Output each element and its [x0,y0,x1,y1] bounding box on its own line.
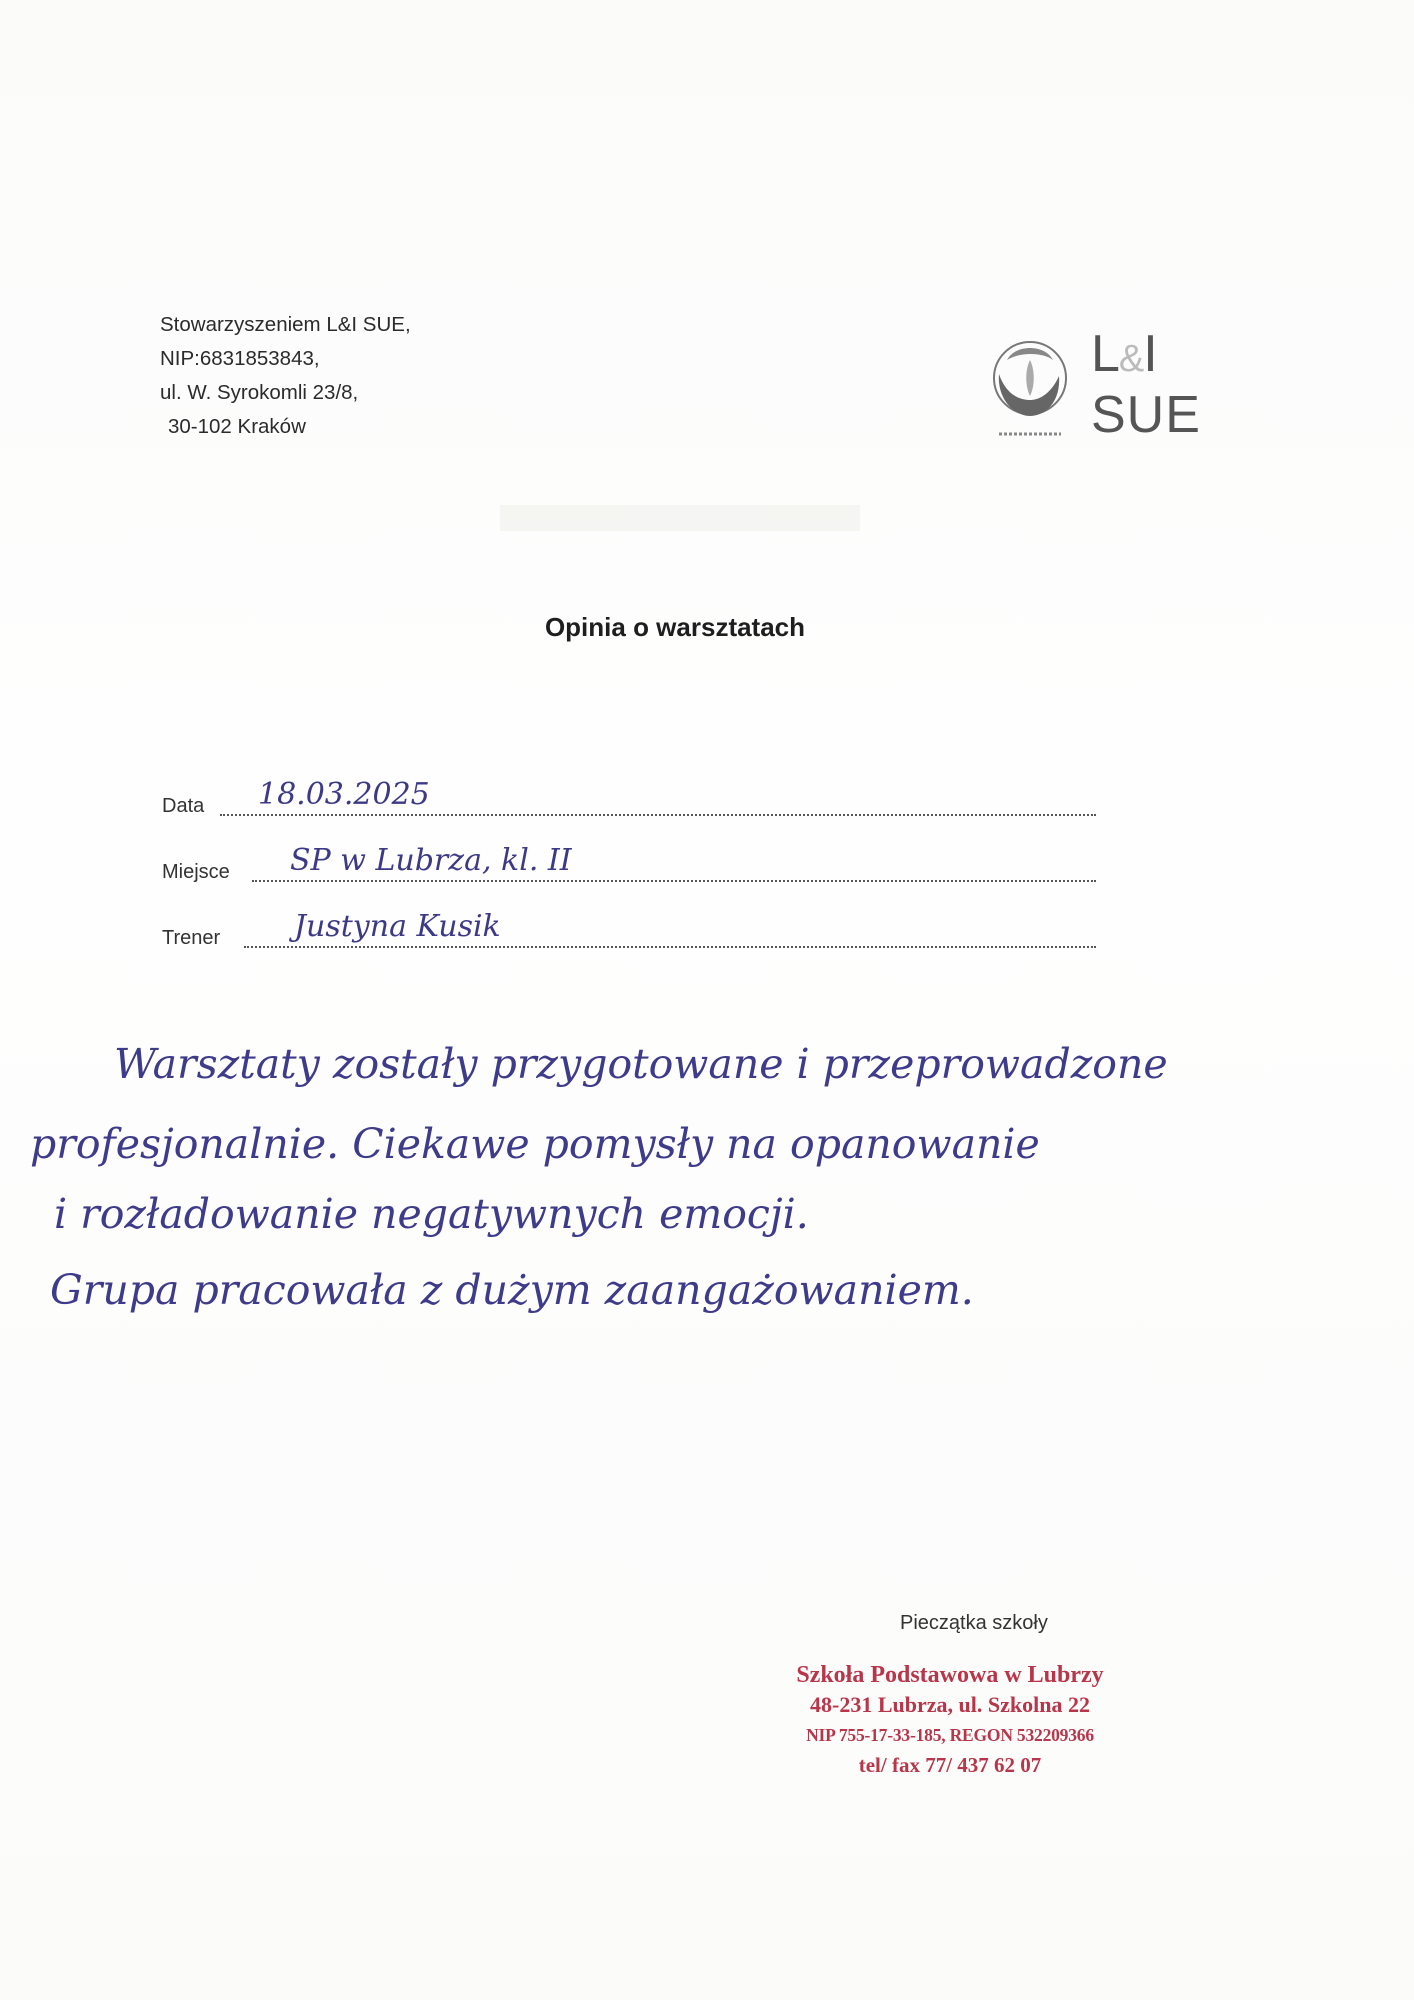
opinion-line-3: i rozładowanie negatywnych emocji. [54,1190,809,1238]
trainer-label: Trener [162,927,221,949]
logo-letter-i: I [1143,325,1159,383]
date-value: 18.03.2025 [258,777,430,812]
organization-address [160,308,411,444]
stamp-label: Pieczątka szkoły [900,1612,1048,1634]
opinion-line-4: Grupa pracowała z dużym zaangażowaniem. [50,1266,974,1314]
trainer-field [162,909,1096,952]
stamp-address: 48-231 Lubrza, ul. Szkolna 22 [810,1692,1090,1717]
opinion-line-1: Warsztaty zostały przygotowane i przeprowadzone [114,1040,1168,1088]
place-value: SP w Lubrza, kl. II [290,843,572,878]
trainer-dotted-line [244,946,1096,948]
org-name: Stowarzyszeniem L&I SUE, [160,313,411,336]
logo-wordmark [1091,326,1201,443]
org-nip: NIP:6831853843, [160,347,320,370]
stamp-school-name: Szkoła Podstawowa w Lubrzy [796,1662,1104,1688]
org-street: ul. W. Syrokomli 23/8, [160,381,359,404]
org-city: 30-102 Kraków [168,415,306,438]
school-stamp [780,1660,1120,1780]
logo-sue: SUE [1091,386,1201,444]
stamp-nip-regon: NIP 755-17-33-185, REGON 532209366 [806,1725,1094,1745]
organization-logo [985,325,1201,456]
place-label: Miejsce [162,861,230,883]
date-label: Data [162,795,205,817]
trainer-value: Justyna Kusik [294,909,501,944]
logo-ampersand: & [1118,338,1146,380]
place-field [162,843,1096,886]
date-dotted-line [220,814,1096,816]
logo-emblem-icon [985,330,1075,448]
show-through-shadow [500,505,860,531]
opinion-line-2: profesjonalnie. Ciekawe pomysły na opanowanie [30,1120,1040,1168]
place-dotted-line [252,880,1096,882]
stamp-phone: tel/ fax 77/ 437 62 07 [858,1753,1042,1777]
page-title: Opinia o warsztatach [544,612,806,642]
logo-letter-l: L [1091,325,1121,383]
date-field [162,777,1096,820]
